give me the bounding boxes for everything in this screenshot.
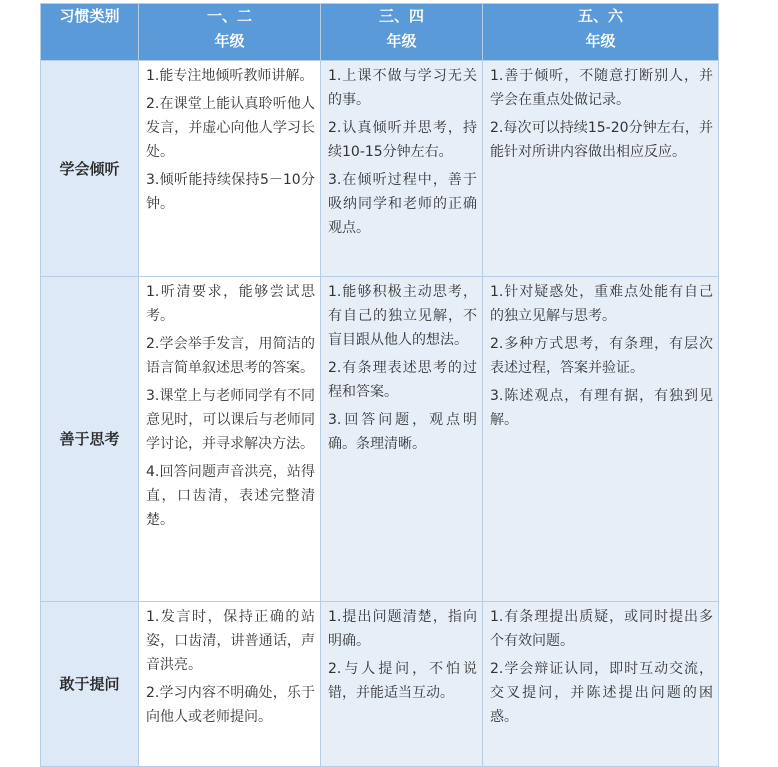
list-item: 1.能专注地倾听教师讲解。 (146, 68, 314, 84)
list-item: 1.上课不做与学习无关的事。 (328, 68, 477, 108)
list-item: 1.能够积极主动思考，有自己的独立见解，不盲目跟从他人的想法。 (328, 284, 477, 348)
header-grade-line1: 五、六 (577, 7, 623, 25)
category-cell: 学会倾听 (41, 61, 139, 277)
cell-grade-1-2 (139, 277, 321, 602)
list-item: 2.认真倾听并思考，持续10-15分钟左右。 (328, 120, 477, 160)
habits-table (40, 3, 719, 767)
table-row-listening (41, 61, 719, 277)
list-item: 2.与人提问，不怕说错，并能适当互动。 (328, 661, 477, 701)
list-item: 2.学习内容不明确处，乐于向他人或老师提问。 (146, 685, 315, 725)
list-item: 1.善于倾听，不随意打断别人，并学会在重点处做记录。 (490, 68, 713, 108)
cell-grade-5-6 (483, 61, 719, 277)
table-row-thinking (41, 277, 719, 602)
list-item: 3.课堂上与老师同学有不同意见时，可以课后与老师同学讨论，并寻求解决方法。 (146, 388, 315, 452)
list-item: 3.在倾听过程中，善于吸纳同学和老师的正确观点。 (328, 172, 477, 236)
list-item: 1.发言时，保持正确的站姿，口齿清，讲普通话，声音洪亮。 (146, 609, 315, 673)
header-grade-3-4 (321, 4, 483, 61)
header-grade-line2: 年级 (386, 32, 417, 50)
cell-grade-3-4 (321, 277, 483, 602)
list-item: 2.在课堂上能认真聆听他人发言，并虚心向他人学习长处。 (146, 96, 315, 160)
list-item: 2.学会辩证认同，即时互动交流，交叉提问，并陈述提出问题的困惑。 (490, 661, 713, 725)
header-grade-line1: 一、二 (206, 7, 252, 25)
header-grade-line2: 年级 (214, 32, 245, 50)
header-grade-5-6 (483, 4, 719, 61)
header-grade-1-2 (139, 4, 321, 61)
list-item: 1.有条理提出质疑，或同时提出多个有效问题。 (490, 609, 713, 649)
list-item: 2.每次可以持续15-20分钟左右，并能针对所讲内容做出相应反应。 (490, 120, 713, 160)
category-cell: 敢于提问 (41, 602, 139, 767)
header-category: 习惯类别 (41, 4, 139, 61)
category-cell: 善于思考 (41, 277, 139, 602)
list-item: 2.有条理表述思考的过程和答案。 (328, 360, 477, 400)
header-grade-line1: 三、四 (378, 7, 424, 25)
header-row (41, 4, 719, 61)
cell-grade-3-4 (321, 61, 483, 277)
cell-grade-3-4 (321, 602, 483, 767)
list-item: 3.回答问题，观点明确。条理清晰。 (328, 412, 477, 452)
list-item: 3.陈述观点，有理有据，有独到见解。 (490, 388, 713, 428)
table-row-questioning (41, 602, 719, 767)
cell-grade-1-2 (139, 61, 321, 277)
header-grade-line2: 年级 (585, 32, 616, 50)
cell-grade-5-6 (483, 602, 719, 767)
list-item: 2.多种方式思考，有条理，有层次表述过程，答案并验证。 (490, 336, 713, 376)
list-item: 4.回答问题声音洪亮，站得直，口齿清，表述完整清楚。 (146, 464, 315, 528)
cell-grade-5-6 (483, 277, 719, 602)
list-item: 1.提出问题清楚，指向明确。 (328, 609, 477, 649)
list-item: 1.听清要求，能够尝试思考。 (146, 284, 315, 324)
list-item: 1.针对疑惑处，重难点处能有自己的独立见解与思考。 (490, 284, 713, 324)
cell-grade-1-2 (139, 602, 321, 767)
list-item: 3.倾听能持续保持5－10分钟。 (146, 172, 315, 212)
list-item: 2.学会举手发言，用简洁的语言简单叙述思考的答案。 (146, 336, 315, 376)
